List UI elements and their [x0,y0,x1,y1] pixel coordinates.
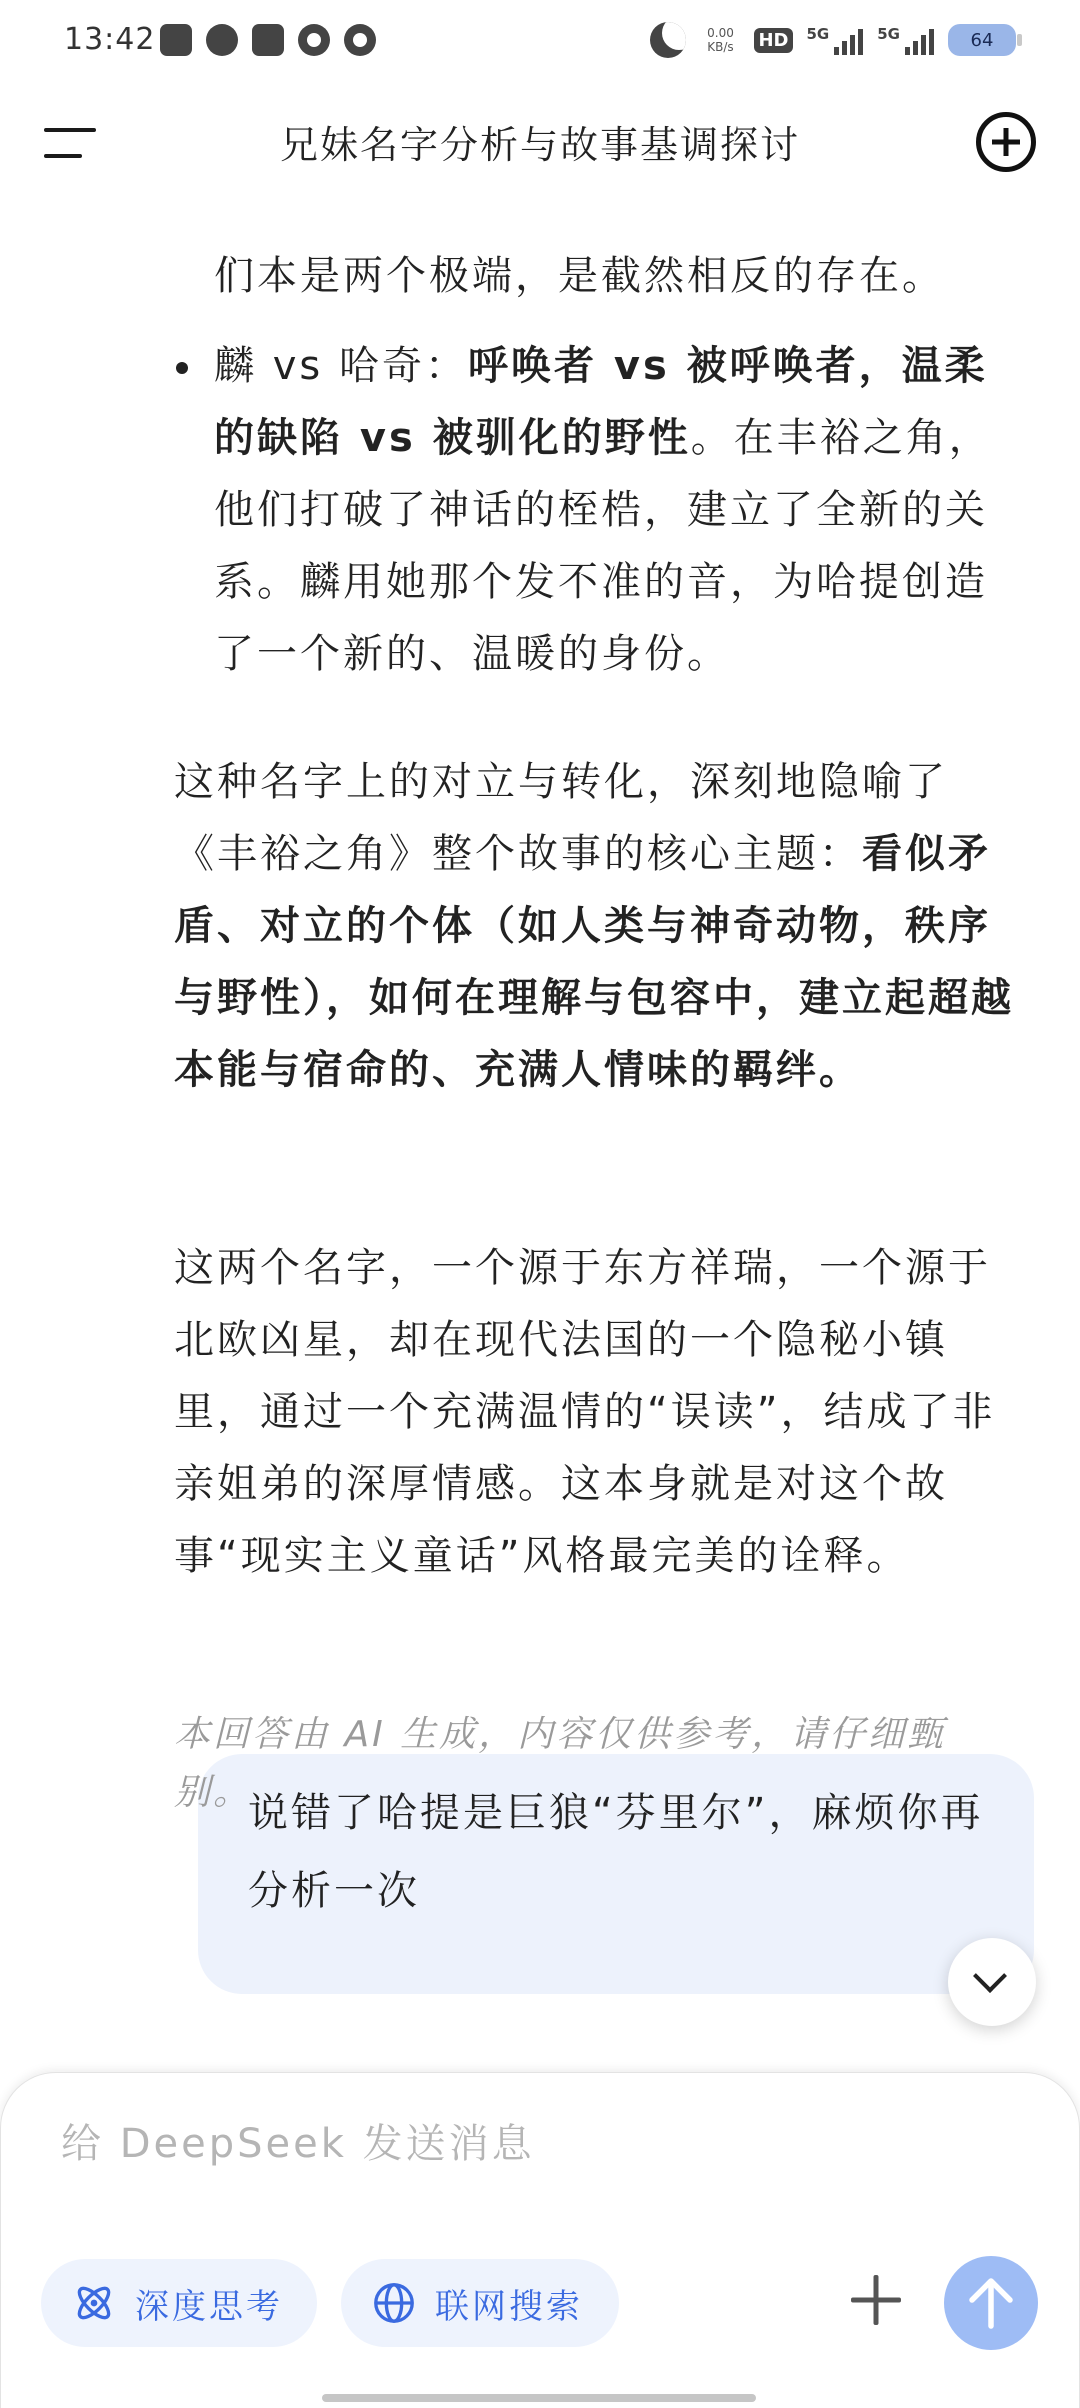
bullet-item-body: 。在丰裕之角，他们打破了神话的桎梏，建立了全新的关系。麟用她那个发不准的音，为哈提创造了一个新的、温暖的身份。 [214,415,992,677]
conversation-scroll-area[interactable] [0,170,1080,2090]
assistant-paragraph-2: 这两个名字，一个源于东方祥瑞，一个源于北欧凶星，却在现代法国的一个隐秘小镇里，通过一个充满温情的“误读”，结成了非亲姐弟的深厚情感。这本身就是对这个故事“现实主义童话”风格最完美的诠释。 [174,1245,996,1579]
sim2-network-label: 5G [877,25,900,43]
deep-think-toggle[interactable] [41,2259,317,2347]
status-time: 13:42 [64,22,156,57]
send-button[interactable] [944,2256,1038,2350]
scroll-to-bottom-chevron-icon[interactable] [948,1938,1036,2026]
deep-think-label: 深度思考 [135,2286,283,2327]
do-not-disturb-moon-icon [650,22,686,58]
assistant-text-line: 们本是两个极端，是截然相反的存在。 [214,253,945,299]
paragraph-emphasis: 看似矛盾、对立的个体（如人类与神奇动物，秩序与野性），如何在理解与包容中，建立起超越本能与宿命的、充满人情味的羁绊。 [174,831,1014,1093]
assistant-paragraph [174,746,1020,1106]
ai-disclaimer: 本回答由 AI 生成，内容仅供参考，请仔细甄别。 [174,1714,947,1813]
assistant-bullet-item [214,330,1020,690]
user-message-bubble[interactable]: 说错了哈提是巨狼“芬里尔”，麻烦你再分析一次 [198,1754,1034,1994]
bullet-dot [176,362,188,374]
network-speed [700,26,740,54]
status-bar [0,0,1080,84]
gear-icon [344,24,376,56]
web-search-label: 联网搜索 [435,2286,583,2327]
globe-icon [371,2280,417,2326]
network-speed-unit: KB/s [707,40,734,54]
alarm-clock-icon [298,24,330,56]
battery-icon: 64 [948,24,1016,56]
message-input[interactable] [61,2109,1021,2179]
bullet-item-heading: 麟 vs 哈奇： [214,343,468,389]
app-notification-icon [252,24,284,56]
atom-icon [71,2280,117,2326]
network-speed-value: 0.00 [707,26,734,40]
wechat-icon [206,24,238,56]
hd-volte-icon: HD [754,28,792,53]
new-chat-plus-icon[interactable] [976,112,1036,172]
sim1-network-label: 5G [806,25,830,43]
system-indicators [650,22,1016,58]
message-composer [0,2072,1080,2408]
bullet-item-emphasis: 呼唤者 vs 被呼唤者，温柔的缺陷 vs 被驯化的野性 [214,343,988,461]
web-search-toggle[interactable] [341,2259,619,2347]
home-indicator[interactable] [322,2394,756,2402]
arrow-up-icon [966,2276,1016,2330]
sim2-signal-icon [877,25,934,55]
page-title: 兄妹名字分析与故事基调探讨 [279,123,800,167]
chat-header [0,94,1080,190]
sim1-signal-icon [807,25,864,55]
menu-icon[interactable] [44,122,100,166]
paragraph-text: 这种名字上的对立与转化，深刻地隐喻了《丰裕之角》整个故事的核心主题： [174,759,948,877]
attach-plus-icon[interactable] [849,2273,903,2327]
notification-icons [160,24,376,56]
tv-app-icon [160,24,192,56]
